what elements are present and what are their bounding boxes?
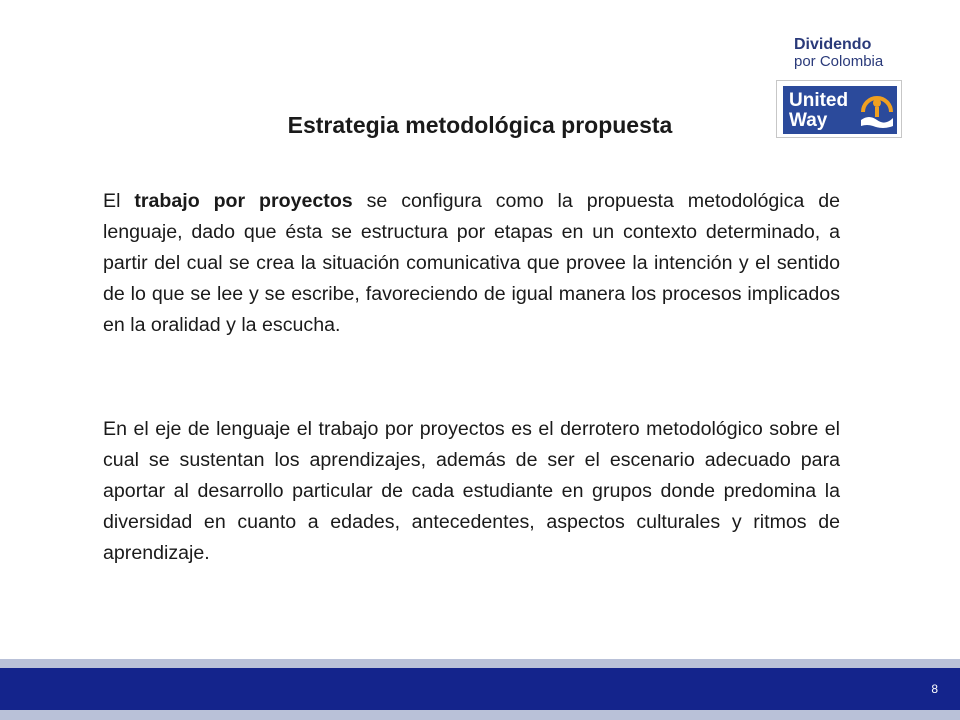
slide-title: Estrategia metodológica propuesta	[287, 112, 673, 138]
paragraph-1	[103, 186, 840, 341]
logo-line-2: por Colombia	[794, 53, 884, 70]
page-number: 8	[931, 682, 938, 696]
paragraph-2: En el eje de lenguaje el trabajo por proyectos es el derrotero metodológico sobre el cual se sustentan los aprendizajes, además de ser el escenario adecuado para aportar al desarrollo particular de cada estudiante en grupos donde predomina la diversidad en cuanto a edades, antecedentes, aspectos culturales y ritmos de aprendizaje.	[103, 418, 840, 564]
united-way-line-2: Way	[789, 110, 828, 131]
footer-stripe-top	[0, 659, 960, 668]
paragraph-1-rest: se configura como la propuesta metodológica de lenguaje, dado que ésta se estructura por etapas en un contexto determinado, a partir del cual se crea la situación comunicativa que provee la intención y el sentido de lo que se lee y se escribe, favoreciendo de igual manera los procesos implicados en la oralidad y la escucha.	[103, 190, 841, 336]
paragraph-1-lead: El	[103, 190, 135, 212]
footer-stripe-bottom	[0, 710, 960, 720]
logo-line-1: Dividendo	[794, 36, 872, 53]
logo-wordmark	[776, 28, 902, 78]
paragraph-1-bold: trabajo por proyectos	[134, 190, 353, 212]
united-way-line-1: United	[789, 90, 849, 111]
footer-band	[0, 668, 960, 710]
